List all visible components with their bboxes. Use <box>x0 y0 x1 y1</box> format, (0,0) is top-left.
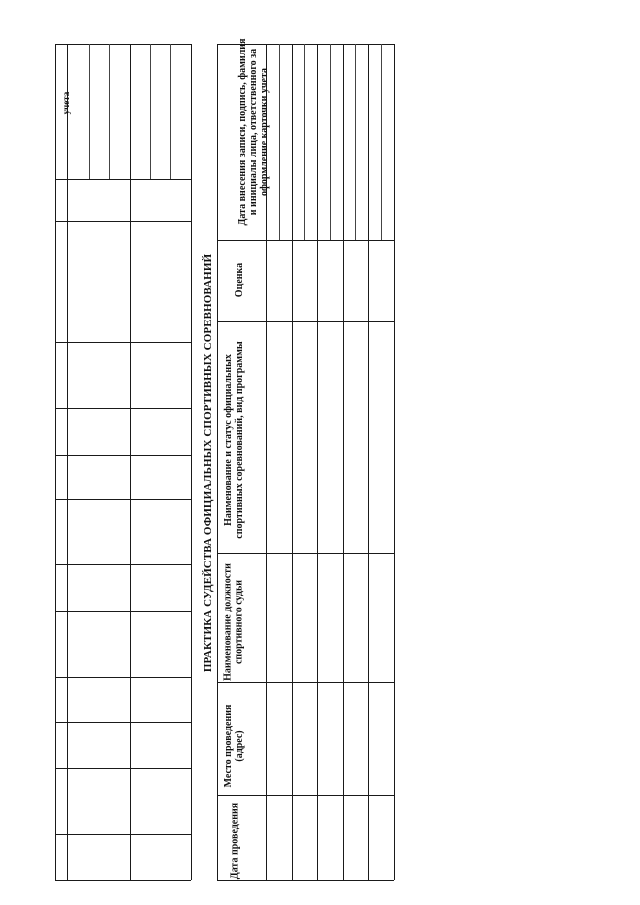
table-border <box>191 44 192 880</box>
table-row-line <box>368 44 369 880</box>
table-grid-line <box>55 611 191 612</box>
table-grid-line <box>109 44 110 179</box>
table-grid-line <box>67 44 68 880</box>
table-grid-line <box>55 221 191 222</box>
table-grid-line <box>55 677 191 678</box>
table-grid-line <box>55 408 191 409</box>
section-title: ПРАКТИКА СУДЕЙСТВА ОФИЦИАЛЬНЫХ СПОРТИВНЫХ СОРЕВНОВАНИЙ <box>202 253 214 673</box>
table-grid-line <box>55 179 191 180</box>
column-header-score: Оценка <box>234 262 245 298</box>
table-grid-line <box>304 44 305 240</box>
table-grid-line <box>130 44 131 880</box>
column-header-judge-position: Наименование должности спортивного судьи <box>222 563 245 681</box>
header-fragment: учета <box>61 91 71 115</box>
table-grid-line <box>55 499 191 500</box>
table-row-line <box>292 44 293 880</box>
table-grid-line <box>55 455 191 456</box>
column-header-competition: Наименование и статус официальных спортивных соревнований, вид программы <box>223 341 245 539</box>
column-header-record-entry: Дата внесения записи, подпись, фамилия и инициалы лица, ответственного за оформление карточки учета <box>237 38 270 226</box>
column-header-date: Дата проведения <box>229 802 241 880</box>
table-grid-line <box>55 834 191 835</box>
column-header-place: Место проведения (адрес) <box>223 704 245 788</box>
table-grid-line <box>55 564 191 565</box>
table-grid-line <box>55 768 191 769</box>
table-grid-line <box>89 44 90 179</box>
table-grid-line <box>170 44 171 179</box>
table-row-line <box>317 44 318 880</box>
column-separator <box>217 321 394 322</box>
table-border <box>394 44 395 880</box>
table-grid-line <box>55 722 191 723</box>
table-border <box>217 44 218 880</box>
table-grid-line <box>150 44 151 179</box>
table-grid-line <box>330 44 331 240</box>
table-border <box>55 880 191 881</box>
table-grid-line <box>355 44 356 240</box>
table-border <box>55 44 56 880</box>
table-row-line <box>343 44 344 880</box>
table-grid-line <box>55 342 191 343</box>
table-grid-line <box>381 44 382 240</box>
